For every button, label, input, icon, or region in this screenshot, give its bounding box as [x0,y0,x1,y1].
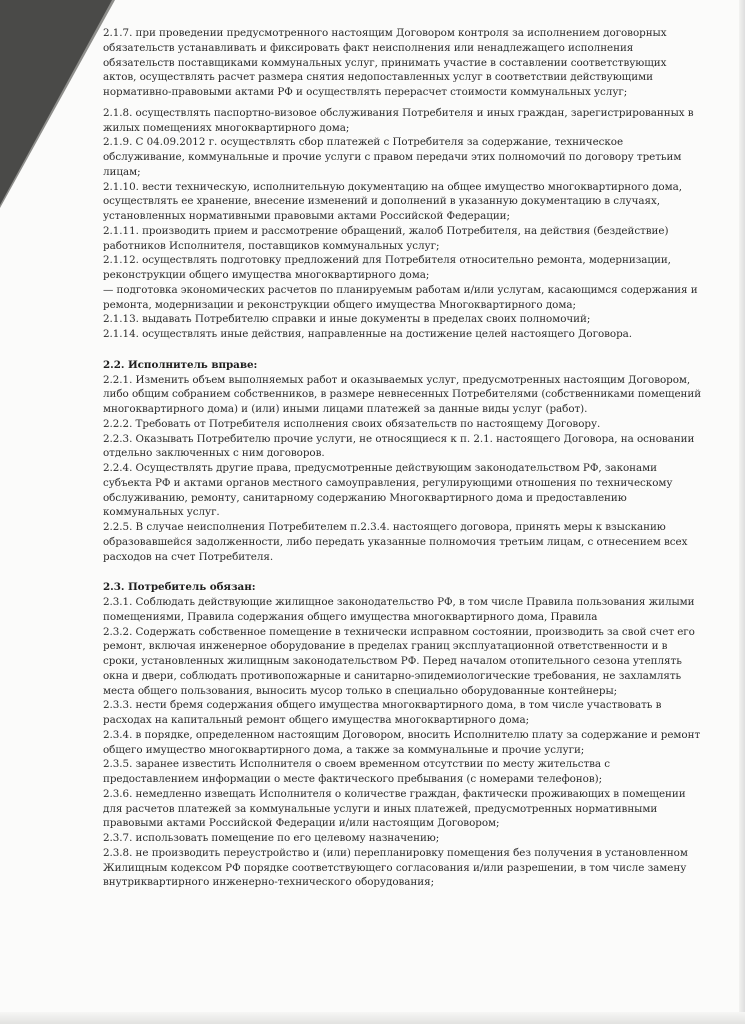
clause-paragraph: 2.1.13. выдавать Потребителю справки и иные документы в пределах своих полномочий; [103,313,591,326]
clause-paragraph: 2.2.1. Изменить объем выполняемых работ и оказываемых услуг, предусмотренных настоящим Договором, либо общим собранием собственников, в размере невнесенных Потребителями (собственниками помещений многоквартирного дома) и (или) иными лицами платежей за данные виды услуг (работ). [103,373,702,415]
clause-paragraph: 2.3.5. заранее известить Исполнителя о своем временном отсутствии по месту жительства с предоставлением информации о месте фактического пребывания (с номерами телефонов); [103,758,610,785]
clause-paragraph: 2.1.8. осуществлять паспортно-визовое обслуживания Потребителя и иных граждан, зарегистрированных в жилых помещениях многоквартирного дома; [103,106,694,134]
clause-paragraph: 2.3.8. не производить переустройство и (или) перепланировку помещения без получения в установленном Жилищным кодексом РФ порядке соответствующего согласования и/или разрешении, в том числе замену внутриквартирного инженерно-технического оборудования; [103,846,688,889]
clause-paragraph: 2.1.11. производить прием и рассмотрение обращений, жалоб Потребителя, на действия (бездействие) работников Исполнителя, поставщиков коммунальных услуг; [103,224,669,252]
spacer [103,564,703,580]
clause-paragraph: 2.3.1. Соблюдать действующие жилищное законодательство РФ, в том числе Правила пользования жилыми помещениями, Правила содержания общего имущества многоквартирного дома, Правила [103,596,695,623]
folded-corner [0,0,112,205]
clause-paragraph: 2.3.3. нести бремя содержания общего имущества многоквартирного дома, в том числе участвовать в расходах на капитальный ремонт общего имущества многоквартирного дома; [103,699,662,726]
page-right-edge [739,0,745,1024]
section-heading: 2.3. Потребитель обязан: [103,581,256,594]
clause-paragraph: 2.1.12. осуществлять подготовку предложений для Потребителя относительно ремонта, модернизации, реконструкции общего имущества многоквартирного дома; [103,254,671,281]
document-body [103,26,703,890]
clause-paragraph: — подготовка экономических расчетов по планируемым работам и/или услугам, касающимся содержания и ремонта, модернизации и реконструкции общего имущества Многоквартирного дома; [103,283,698,311]
clause-paragraph: 2.3.2. Содержать собственное помещение в технически исправном состоянии, производить за свой счет его ремонт, включая инженерное оборудование в пределах границ эксплуатационной ответственности и в сроки, установленных жилищным законодательством РФ. Перед началом отопительного сезона утеплять окна и двери, соблюдать противопожарные и санитарно-эпидемиологические требования, не захламлять места общего пользования, выносить мусор только в специально оборудованные контейнеры; [103,625,695,697]
clause-paragraph: 2.2.4. Осуществлять другие права, предусмотренные действующим законодательством РФ, законами субъекта РФ и актами органов местного самоуправления, регулирующими отношения по техническому обслуживанию, ремонту, санитарному содержанию Многоквартирного дома и предоставлению коммунальных услуг. [103,462,673,519]
clause-paragraph: 2.1.9. С 04.09.2012 г. осуществлять сбор платежей с Потребителя за содержание, техническое обслуживание, коммунальные и прочие услуги с правом передачи этих полномочий по договору третьим лицам; [103,136,682,178]
section-heading: 2.2. Исполнитель вправе: [103,358,258,371]
clause-paragraph: 2.1.14. осуществлять иные действия, направленные на достижение целей настоящего Договора. [103,328,633,340]
clause-paragraph: 2.3.7. использовать помещение по его целевому назначению; [103,832,440,844]
clause-paragraph: 2.1.7. при проведении предусмотренного настоящим Договором контроля за исполнением договорных обязательств устанавливать и фиксировать факт неисполнения или ненадлежащего исполнения обязательств поставщиками коммунальных услуг, принимать участие в составлении соответствующих актов, осуществлять расчет размера снятия недопоставленных услуг в соответствии действующими нормативно-правовыми актами РФ и осуществлять перерасчет стоимости коммунальных услуг; [103,27,667,98]
page-bottom-edge [0,1012,745,1024]
clause-paragraph: 2.3.6. немедленно извещать Исполнителя о количестве граждан, фактически проживающих в помещении для расчетов платежей за коммунальные услуги и иных платежей, предусмотренных нормативными правовыми актами Российской Федерации и/или настоящим Договором; [103,787,686,830]
clause-paragraph: 2.1.10. вести техническую, исполнительную документацию на общее имущество многоквартирного дома, осуществлять ее хранение, внесение изменений и дополнений в указанную документацию в случаях, установленных нормативными правовыми актами Российской Федерации; [103,180,682,222]
clause-paragraph: 2.3.4. в порядке, определенном настоящим Договором, вносить Исполнителю плату за содержание и ремонт общего имущество многоквартирного дома, а также за коммунальные и прочие услуги; [103,728,701,756]
spacer [103,342,703,358]
clause-paragraph: 2.2.3. Оказывать Потребителю прочие услуги, не относящиеся к п. 2.1. настоящего Договора, на основании отдельно заключенных с ним договоров. [103,432,695,460]
clause-paragraph: 2.2.2. Требовать от Потребителя исполнения своих обязательств по настоящему Договору. [103,417,601,430]
clause-paragraph: 2.2.5. В случае неисполнения Потребителем п.2.3.4. настоящего договора, принять меры к взысканию образовавшейся задолженности, либо передать указанные полномочия третьим лицам, с отнесением всех расходов на счет Потребителя. [103,521,688,563]
